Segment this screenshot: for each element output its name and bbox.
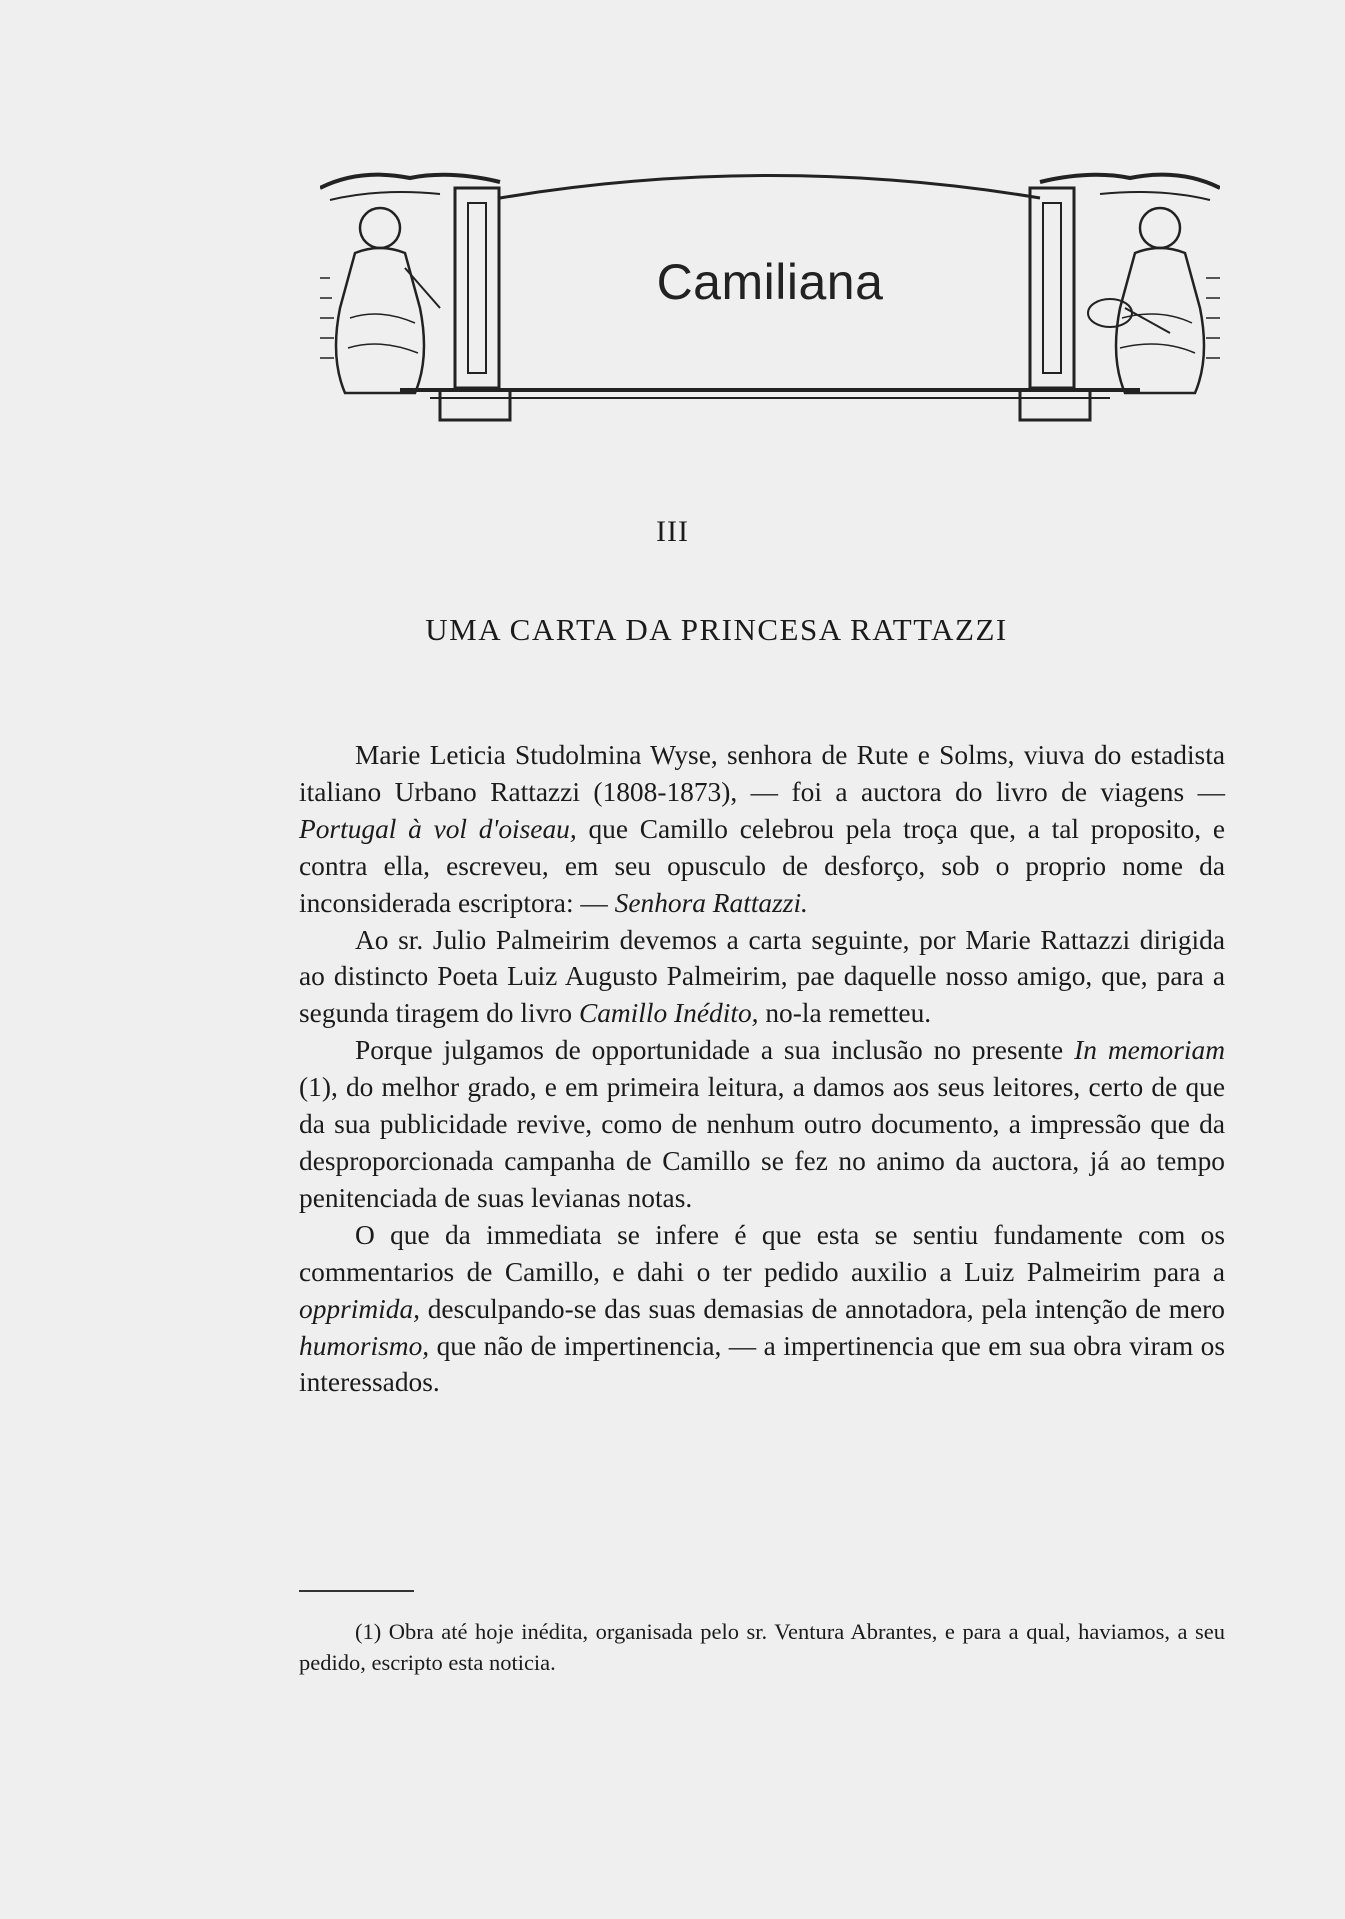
article-body [299, 737, 1225, 1401]
paragraph-2 [299, 922, 1225, 1033]
book-title-portugal: Portugal à vol d'oiseau, [299, 813, 577, 844]
footnote: (1) Obra até hoje inédita, organisada pelo sr. Ventura Abrantes, e para a qual, haviamos, a seu pedido, escripto esta noticia. [299, 1619, 1225, 1675]
section-title: UMA CARTA DA PRINCESA RATTAZZI [425, 612, 1008, 647]
paragraph-2-text-b: no-la remetteu. [758, 998, 932, 1029]
paragraph-1 [299, 737, 1225, 922]
book-title-in-memoriam: In memoriam [1074, 1035, 1225, 1066]
book-title-senhora-rattazzi: Senhora Rattazzi. [614, 887, 808, 918]
paragraph-2-text-a: Ao sr. Julio Palmeirim devemos a carta seguinte, por Marie Rattazzi dirigida ao distincto Poeta Luiz Augusto Palmeirim, pae daquelle nosso amigo, que, para a segunda tiragem do livro [299, 924, 1225, 1029]
paragraph-3 [299, 1032, 1225, 1217]
book-title-camillo-inedito: Camillo Inédito, [578, 998, 759, 1029]
paragraph-4-text-b: desculpando-se das suas demasias de annotadora, pela intenção de mero [419, 1293, 1225, 1324]
section-number: III [656, 515, 689, 548]
paragraph-3-text-b: (1), do melhor grado, e em primeira leitura, a damos aos seus leitores, certo de que da sua publicidade revive, como de nenhum outro documento, a impressão que da desproporcionada campanha de Camillo se fez no animo da auctora, já ao tempo penitenciada de suas levianas notas. [299, 1072, 1225, 1213]
paragraph-1-text-a: Marie Leticia Studolmina Wyse, senhora de Rute e Solms, viuva do estadista italiano Urbano Rattazzi (1808-1873), — foi a auctora do livro de viagens — [299, 740, 1225, 807]
paragraph-4-text-a: O que da immediata se infere é que esta se sentiu fundamente com os commentarios de Camillo, e dahi o ter pedido auxilio a Luiz Palmeirim para a [299, 1219, 1225, 1287]
paragraph-4 [299, 1217, 1225, 1402]
header-title: Camiliana [656, 254, 884, 310]
footnote-divider [299, 1590, 414, 1592]
paragraph-4-text-c: que não de impertinencia, — a impertinencia que em sua obra viram os interessados. [299, 1330, 1225, 1398]
paragraph-1-text-b: que Camillo celebrou pela troça que, a tal proposito, e contra ella, escreveu, em seu opusculo de desforço, sob o proprio nome da inconsiderada escriptora: — [299, 813, 1225, 918]
emphasis-opprimida: opprimida, [299, 1293, 420, 1324]
paragraph-3-text-a: Porque julgamos de opportunidade a sua inclusão no presente [355, 1035, 1075, 1066]
header-banner [320, 158, 1220, 438]
emphasis-humorismo: humorismo, [299, 1330, 430, 1361]
